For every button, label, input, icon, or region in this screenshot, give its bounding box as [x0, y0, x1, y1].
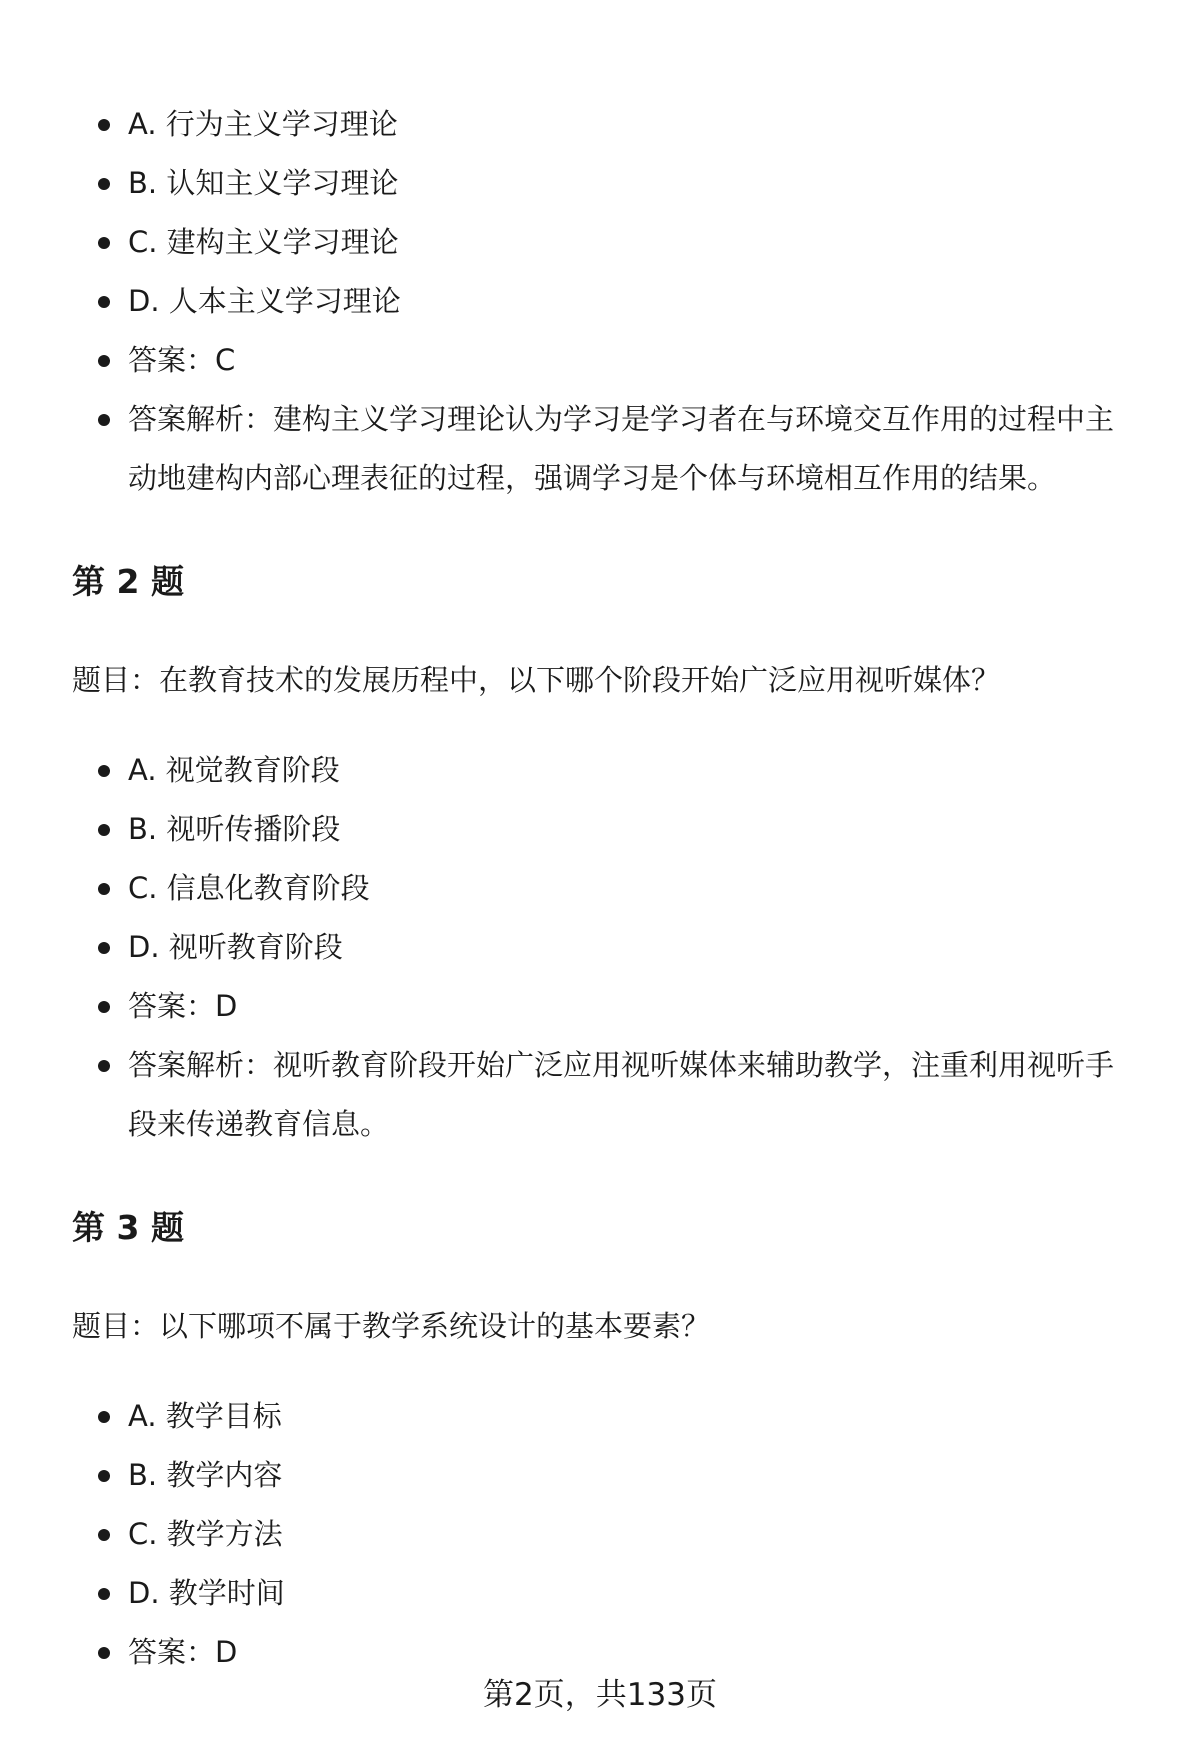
question-text: 题目：在教育技术的发展历程中，以下哪个阶段开始广泛应用视听媒体？ — [72, 663, 1001, 697]
list-item: B. 认知主义学习理论 — [0, 154, 1200, 213]
q2-options-list — [0, 741, 1200, 1154]
list-item: B. 视听传播阶段 — [0, 800, 1200, 859]
answer-item: 答案：D — [0, 1623, 1200, 1682]
q3-options-list — [0, 1387, 1200, 1682]
list-item: D. 视听教育阶段 — [0, 918, 1200, 977]
question-heading: 第 2 题 — [72, 562, 184, 601]
question-text: 题目：以下哪项不属于教学系统设计的基本要素？ — [72, 1309, 711, 1343]
list-item: B. 教学内容 — [0, 1446, 1200, 1505]
page-number: 第2页，共133页 — [483, 1677, 717, 1713]
q1-options-list — [0, 95, 1200, 508]
list-item: A. 行为主义学习理论 — [0, 95, 1200, 154]
list-item: C. 教学方法 — [0, 1505, 1200, 1564]
list-item: D. 人本主义学习理论 — [0, 272, 1200, 331]
list-item: D. 教学时间 — [0, 1564, 1200, 1623]
answer-item: 答案：C — [0, 331, 1200, 390]
list-item: C. 建构主义学习理论 — [0, 213, 1200, 272]
list-item: A. 教学目标 — [0, 1387, 1200, 1446]
answer-item: 答案：D — [0, 977, 1200, 1036]
list-item: C. 信息化教育阶段 — [0, 859, 1200, 918]
question-heading: 第 3 题 — [72, 1208, 184, 1247]
explanation-item: 答案解析：建构主义学习理论认为学习是学习者在与环境交互作用的过程中主动地建构内部心理表征的过程，强调学习是个体与环境相互作用的结果。 — [0, 390, 1200, 508]
explanation-item: 答案解析：视听教育阶段开始广泛应用视听媒体来辅助教学，注重利用视听手段来传递教育信息。 — [0, 1036, 1200, 1154]
list-item: A. 视觉教育阶段 — [0, 741, 1200, 800]
